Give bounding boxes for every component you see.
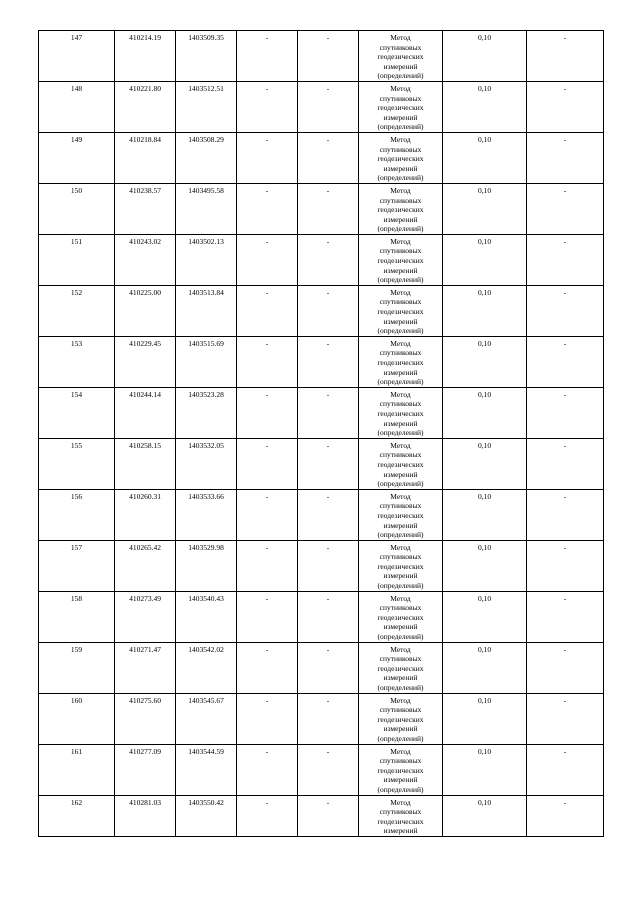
- cell-col5: -: [298, 234, 359, 285]
- method-line: Метод: [390, 593, 411, 603]
- method-line: Метод: [390, 185, 411, 195]
- cell-accuracy: 0,10: [443, 31, 527, 82]
- cell-accuracy: 0,10: [443, 591, 527, 642]
- method-line: спутниковых: [379, 195, 422, 205]
- cell-point-number: 159: [39, 642, 115, 693]
- method-line: геодезических: [377, 663, 424, 673]
- cell-col4: -: [237, 132, 298, 183]
- method-line: Метод: [390, 542, 411, 552]
- cell-col5: -: [298, 489, 359, 540]
- method-line: измерений: [383, 469, 418, 479]
- method-line: спутниковых: [379, 654, 422, 664]
- method-line: геодезических: [377, 765, 424, 775]
- cell-col8: -: [527, 489, 604, 540]
- cell-method: [359, 234, 443, 285]
- cell-coord-y: 1403495.58: [176, 183, 237, 234]
- cell-accuracy: 0,10: [443, 234, 527, 285]
- method-line: Метод: [390, 746, 411, 756]
- cell-method: [359, 642, 443, 693]
- method-line: (определений): [377, 275, 424, 285]
- method-line: спутниковых: [379, 705, 422, 715]
- cell-point-number: 147: [39, 31, 115, 82]
- cell-coord-x: 410265.42: [115, 540, 176, 591]
- method-line: измерений: [383, 571, 418, 581]
- method-line: (определений): [377, 173, 424, 183]
- method-line: спутниковых: [379, 603, 422, 613]
- cell-accuracy: 0,10: [443, 336, 527, 387]
- method-line: Метод: [390, 236, 411, 246]
- cell-coord-x: 410273.49: [115, 591, 176, 642]
- method-line: геодезических: [377, 103, 424, 113]
- cell-method: [359, 591, 443, 642]
- method-line: спутниковых: [379, 807, 422, 817]
- cell-coord-x: 410258.15: [115, 438, 176, 489]
- cell-col5: -: [298, 744, 359, 795]
- method-line: спутниковых: [379, 450, 422, 460]
- method-line: Метод: [390, 33, 411, 42]
- method-line: (определений): [377, 530, 424, 540]
- method-line: (определений): [377, 581, 424, 591]
- cell-accuracy: 0,10: [443, 387, 527, 438]
- cell-point-number: 162: [39, 795, 115, 836]
- method-line: измерений: [383, 520, 418, 530]
- method-line: (определений): [377, 479, 424, 489]
- table-row: [39, 285, 604, 336]
- cell-method: [359, 285, 443, 336]
- cell-method: [359, 183, 443, 234]
- cell-col4: -: [237, 285, 298, 336]
- cell-col8: -: [527, 234, 604, 285]
- cell-method: [359, 31, 443, 82]
- cell-col5: -: [298, 81, 359, 132]
- cell-point-number: 152: [39, 285, 115, 336]
- cell-coord-x: 410275.60: [115, 693, 176, 744]
- cell-point-number: 157: [39, 540, 115, 591]
- table-row: [39, 591, 604, 642]
- cell-coord-x: 410260.31: [115, 489, 176, 540]
- cell-accuracy: 0,10: [443, 81, 527, 132]
- method-line: (определений): [377, 784, 424, 794]
- method-line: геодезических: [377, 612, 424, 622]
- method-line: (определений): [377, 377, 424, 387]
- table-row: [39, 31, 604, 82]
- method-line: геодезических: [377, 205, 424, 215]
- method-line: измерений: [383, 214, 418, 224]
- method-line: измерений: [383, 265, 418, 275]
- cell-accuracy: 0,10: [443, 132, 527, 183]
- cell-point-number: 161: [39, 744, 115, 795]
- cell-coord-x: 410218.84: [115, 132, 176, 183]
- table-body: [39, 31, 604, 837]
- method-line: геодезических: [377, 510, 424, 520]
- cell-col8: -: [527, 795, 604, 836]
- cell-col8: -: [527, 693, 604, 744]
- method-line: измерений: [383, 316, 418, 326]
- method-line: измерений: [383, 775, 418, 785]
- cell-col5: -: [298, 132, 359, 183]
- method-line: спутниковых: [379, 399, 422, 409]
- cell-method: [359, 540, 443, 591]
- cell-accuracy: 0,10: [443, 795, 527, 836]
- cell-method: [359, 438, 443, 489]
- cell-point-number: 156: [39, 489, 115, 540]
- table-row: [39, 387, 604, 438]
- method-line: Метод: [390, 644, 411, 654]
- table-row: [39, 81, 604, 132]
- cell-col8: -: [527, 540, 604, 591]
- cell-method: [359, 387, 443, 438]
- method-line: (определений): [377, 683, 424, 692]
- cell-coord-x: 410271.47: [115, 642, 176, 693]
- method-line: геодезических: [377, 52, 424, 62]
- cell-col8: -: [527, 183, 604, 234]
- cell-coord-y: 1403513.84: [176, 285, 237, 336]
- table-row: [39, 540, 604, 591]
- method-line: геодезических: [377, 408, 424, 418]
- cell-point-number: 154: [39, 387, 115, 438]
- cell-col4: -: [237, 438, 298, 489]
- cell-point-number: 148: [39, 81, 115, 132]
- cell-coord-y: 1403550.42: [176, 795, 237, 836]
- cell-col8: -: [527, 438, 604, 489]
- cell-coord-y: 1403502.13: [176, 234, 237, 285]
- cell-method: [359, 744, 443, 795]
- cell-col5: -: [298, 642, 359, 693]
- method-line: измерений: [383, 673, 418, 683]
- table-row: [39, 693, 604, 744]
- cell-coord-x: 410238.57: [115, 183, 176, 234]
- cell-coord-x: 410229.45: [115, 336, 176, 387]
- cell-col4: -: [237, 795, 298, 836]
- cell-point-number: 155: [39, 438, 115, 489]
- method-line: (определений): [377, 632, 424, 642]
- cell-col8: -: [527, 744, 604, 795]
- method-line: геодезических: [377, 358, 424, 367]
- cell-method: [359, 81, 443, 132]
- cell-col8: -: [527, 31, 604, 82]
- method-line: Метод: [390, 440, 411, 450]
- method-line: измерений: [383, 163, 418, 173]
- cell-col4: -: [237, 642, 298, 693]
- method-line: спутниковых: [379, 246, 422, 256]
- cell-col4: -: [237, 744, 298, 795]
- table-row: [39, 744, 604, 795]
- cell-col5: -: [298, 438, 359, 489]
- table-row: [39, 336, 604, 387]
- method-line: измерений: [383, 724, 418, 734]
- cell-method: [359, 489, 443, 540]
- table-row: [39, 438, 604, 489]
- cell-point-number: 151: [39, 234, 115, 285]
- method-line: измерений: [383, 418, 418, 428]
- method-line: спутниковых: [379, 348, 422, 358]
- cell-col4: -: [237, 591, 298, 642]
- method-line: Метод: [390, 695, 411, 705]
- cell-accuracy: 0,10: [443, 744, 527, 795]
- cell-accuracy: 0,10: [443, 438, 527, 489]
- cell-coord-y: 1403544.59: [176, 744, 237, 795]
- cell-col5: -: [298, 693, 359, 744]
- cell-col4: -: [237, 183, 298, 234]
- cell-coord-y: 1403532.05: [176, 438, 237, 489]
- method-line: измерений: [383, 622, 418, 632]
- cell-col5: -: [298, 795, 359, 836]
- method-line: спутниковых: [379, 93, 422, 103]
- cell-coord-x: 410281.03: [115, 795, 176, 836]
- cell-col8: -: [527, 285, 604, 336]
- cell-col8: -: [527, 336, 604, 387]
- cell-point-number: 153: [39, 336, 115, 387]
- cell-col5: -: [298, 591, 359, 642]
- method-line: измерений: [383, 367, 418, 377]
- cell-col5: -: [298, 285, 359, 336]
- cell-coord-y: 1403540.43: [176, 591, 237, 642]
- cell-col5: -: [298, 31, 359, 82]
- method-line: спутниковых: [379, 756, 422, 766]
- cell-coord-y: 1403529.98: [176, 540, 237, 591]
- method-line: (определений): [377, 733, 424, 743]
- cell-col4: -: [237, 693, 298, 744]
- method-line: (определений): [377, 326, 424, 336]
- method-line: Метод: [390, 83, 411, 93]
- cell-coord-y: 1403533.66: [176, 489, 237, 540]
- table-row: [39, 642, 604, 693]
- method-line: Метод: [390, 338, 411, 348]
- table-row: [39, 234, 604, 285]
- cell-col8: -: [527, 132, 604, 183]
- method-line: Метод: [390, 491, 411, 501]
- cell-coord-x: 410214.19: [115, 31, 176, 82]
- cell-coord-y: 1403515.69: [176, 336, 237, 387]
- cell-col5: -: [298, 540, 359, 591]
- cell-col4: -: [237, 387, 298, 438]
- table-row: [39, 132, 604, 183]
- method-line: измерений: [383, 826, 418, 836]
- cell-coord-x: 410277.09: [115, 744, 176, 795]
- cell-col5: -: [298, 183, 359, 234]
- cell-col8: -: [527, 642, 604, 693]
- method-line: спутниковых: [379, 297, 422, 307]
- cell-method: [359, 693, 443, 744]
- cell-coord-x: 410221.80: [115, 81, 176, 132]
- method-line: геодезических: [377, 816, 424, 826]
- cell-coord-x: 410243.02: [115, 234, 176, 285]
- cell-coord-y: 1403542.02: [176, 642, 237, 693]
- cell-accuracy: 0,10: [443, 693, 527, 744]
- cell-point-number: 158: [39, 591, 115, 642]
- cell-col5: -: [298, 387, 359, 438]
- method-line: Метод: [390, 389, 411, 399]
- cell-col4: -: [237, 540, 298, 591]
- cell-coord-x: 410225.00: [115, 285, 176, 336]
- cell-coord-y: 1403512.51: [176, 81, 237, 132]
- cell-accuracy: 0,10: [443, 642, 527, 693]
- method-line: спутниковых: [379, 42, 422, 52]
- method-line: спутниковых: [379, 552, 422, 562]
- method-line: Метод: [390, 287, 411, 297]
- cell-accuracy: 0,10: [443, 489, 527, 540]
- method-line: (определений): [377, 122, 424, 132]
- cell-method: [359, 795, 443, 836]
- method-line: спутниковых: [379, 144, 422, 154]
- method-line: измерений: [383, 112, 418, 122]
- method-line: (определений): [377, 224, 424, 234]
- table-row: [39, 183, 604, 234]
- cell-coord-y: 1403545.67: [176, 693, 237, 744]
- method-line: Метод: [390, 797, 411, 807]
- cell-coord-y: 1403523.28: [176, 387, 237, 438]
- method-line: измерений: [383, 61, 418, 71]
- cell-col8: -: [527, 591, 604, 642]
- cell-accuracy: 0,10: [443, 285, 527, 336]
- cell-col4: -: [237, 81, 298, 132]
- method-line: геодезических: [377, 714, 424, 724]
- cell-method: [359, 336, 443, 387]
- cell-col8: -: [527, 387, 604, 438]
- cell-point-number: 150: [39, 183, 115, 234]
- cell-coord-x: 410244.14: [115, 387, 176, 438]
- method-line: геодезических: [377, 307, 424, 317]
- cell-col5: -: [298, 336, 359, 387]
- cell-point-number: 160: [39, 693, 115, 744]
- cell-col4: -: [237, 31, 298, 82]
- cell-point-number: 149: [39, 132, 115, 183]
- cell-col8: -: [527, 81, 604, 132]
- method-line: (определений): [377, 71, 424, 81]
- method-line: геодезических: [377, 459, 424, 469]
- cell-coord-y: 1403508.29: [176, 132, 237, 183]
- method-line: геодезических: [377, 561, 424, 571]
- method-line: спутниковых: [379, 501, 422, 511]
- table-row: [39, 489, 604, 540]
- coordinates-table: [38, 30, 604, 837]
- cell-col4: -: [237, 234, 298, 285]
- method-line: Метод: [390, 134, 411, 144]
- method-line: (определений): [377, 428, 424, 438]
- cell-coord-y: 1403509.35: [176, 31, 237, 82]
- method-line: геодезических: [377, 256, 424, 266]
- cell-method: [359, 132, 443, 183]
- cell-col4: -: [237, 489, 298, 540]
- table-row: [39, 795, 604, 836]
- cell-accuracy: 0,10: [443, 183, 527, 234]
- cell-accuracy: 0,10: [443, 540, 527, 591]
- cell-col4: -: [237, 336, 298, 387]
- method-line: геодезических: [377, 154, 424, 164]
